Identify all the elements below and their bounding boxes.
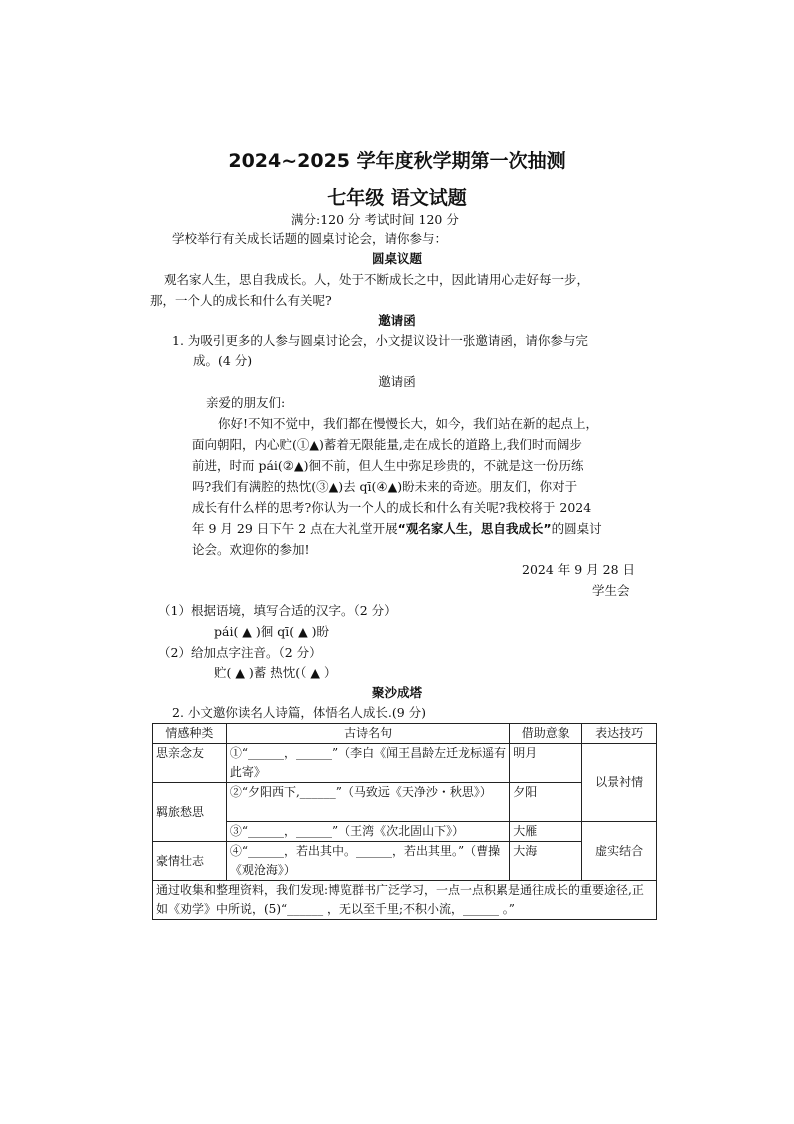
invitation-body-line: 你好!不知不觉中，我们都在慢慢长大，如今，我们站在新的起点上， xyxy=(218,416,599,431)
invitation-date: 2024 年 9 月 28 日 xyxy=(522,562,636,577)
table-row xyxy=(153,744,657,783)
summary-cell[interactable]: 通过收集和整理资料，我们发现:博览群书广泛学习，一点一点积累是通往成长的重要途径,正如《劝学》中所说，(5)“______ ，无以至千里;不积小流，______ 。” xyxy=(153,881,657,920)
column-header: 古诗名句 xyxy=(226,724,509,744)
column-header: 情感种类 xyxy=(153,724,227,744)
column-header: 借助意象 xyxy=(510,724,582,744)
table-row xyxy=(153,842,657,881)
question-1-line-2: 成。(4 分) xyxy=(193,353,253,368)
image-cell: 大雁 xyxy=(510,822,582,842)
technique-cell: 虚实结合 xyxy=(582,822,657,881)
invitation-body-line: 面向朝阳，内心贮(①▲)蓄着无限能量,走在成长的道路上,我们时而阔步 xyxy=(192,437,582,452)
poem-table xyxy=(152,723,657,920)
invitation-body-line: 成长有什么样的思考?你认为一个人的成长和什么有关呢?我校将于 2024 xyxy=(192,500,592,515)
subquestion-1: （1）根据语境，填写合适的汉字。（2 分） xyxy=(158,603,397,618)
table-row xyxy=(153,783,657,822)
category-cell: 豪情壮志 xyxy=(153,842,227,881)
invitation-body-text: 的圆桌讨 xyxy=(551,521,602,536)
invitation-body-line: 吗?我们有满腔的热忱(③▲)去 qī(④▲)盼未来的奇迹。朋友们，你对于 xyxy=(192,479,578,494)
poem-heading: 聚沙成塔 xyxy=(371,685,422,700)
invitation-body-line: 前进，时而 pái(②▲)徊不前，但人生中弥足珍贵的，不就是这一份历练 xyxy=(192,458,584,473)
invitation-body-text: 年 9 月 29 日下午 2 点在大礼堂开展 xyxy=(192,521,398,536)
image-cell: 大海 xyxy=(510,842,582,881)
invitation-greeting: 亲爱的朋友们: xyxy=(206,395,286,410)
subquestion-2-blanks[interactable]: 贮( ▲ )蓄 热忱(（ ▲ ） xyxy=(214,665,337,680)
topic-line-1: 观名家人生，思自我成长。人，处于不断成长之中，因此请用心走好每一步， xyxy=(164,272,590,287)
exam-subtitle: 七年级 语文试题 xyxy=(327,187,467,209)
invitation-body-line-6 xyxy=(192,521,602,537)
intro-text: 学校举行有关成长话题的圆桌讨论会，请你参与： xyxy=(172,231,448,246)
exam-meta: 满分:120 分 考试时间 120 分 xyxy=(291,212,459,227)
poem-line-cell[interactable]: ①“______，______”（李白《闻王昌龄左迁龙标遥有此寄》 xyxy=(226,744,509,783)
topic-line-2: 那，一个人的成长和什么有关呢? xyxy=(150,293,332,308)
category-cell: 羁旅愁思 xyxy=(153,783,227,842)
column-header: 表达技巧 xyxy=(582,724,657,744)
table-header-row xyxy=(153,724,657,744)
question-1-line-1: 1. 为吸引更多的人参与圆桌讨论会，小文提议设计一张邀请函，请你参与完 xyxy=(172,333,588,348)
invitation-card-title: 邀请函 xyxy=(378,374,416,389)
table-row xyxy=(153,822,657,842)
topic-heading: 圆桌议题 xyxy=(371,251,422,266)
invitation-body-line: 论会。欢迎你的参加! xyxy=(192,542,310,557)
technique-cell: 以景衬情 xyxy=(582,744,657,822)
poem-line-cell[interactable]: ③“______，______”（王湾《次北固山下》） xyxy=(226,822,509,842)
invitation-signer: 学生会 xyxy=(592,583,630,598)
question-2: 2. 小文邀你读名人诗篇，体悟名人成长.(9 分) xyxy=(172,705,427,720)
poem-line-cell[interactable]: ④“______，若出其中。______，若出其里。”（曹操《观沧海》） xyxy=(226,842,509,881)
image-cell: 明月 xyxy=(510,744,582,783)
image-cell: 夕阳 xyxy=(510,783,582,822)
exam-title: 2024~2025 学年度秋学期第一次抽测 xyxy=(228,150,566,172)
poem-line-cell[interactable]: ②“夕阳西下,______”（马致远《天净沙・秋思》） xyxy=(226,783,509,822)
subquestion-2: （2）给加点字注音。（2 分） xyxy=(158,645,322,660)
table-footer-row xyxy=(153,881,657,920)
invitation-heading: 邀请函 xyxy=(378,313,416,328)
subquestion-1-blanks[interactable]: pái( ▲ )徊 qī( ▲ )盼 xyxy=(214,624,330,639)
invitation-highlight: “观名家人生，思自我成长” xyxy=(397,521,552,536)
category-cell: 思亲念友 xyxy=(153,744,227,783)
